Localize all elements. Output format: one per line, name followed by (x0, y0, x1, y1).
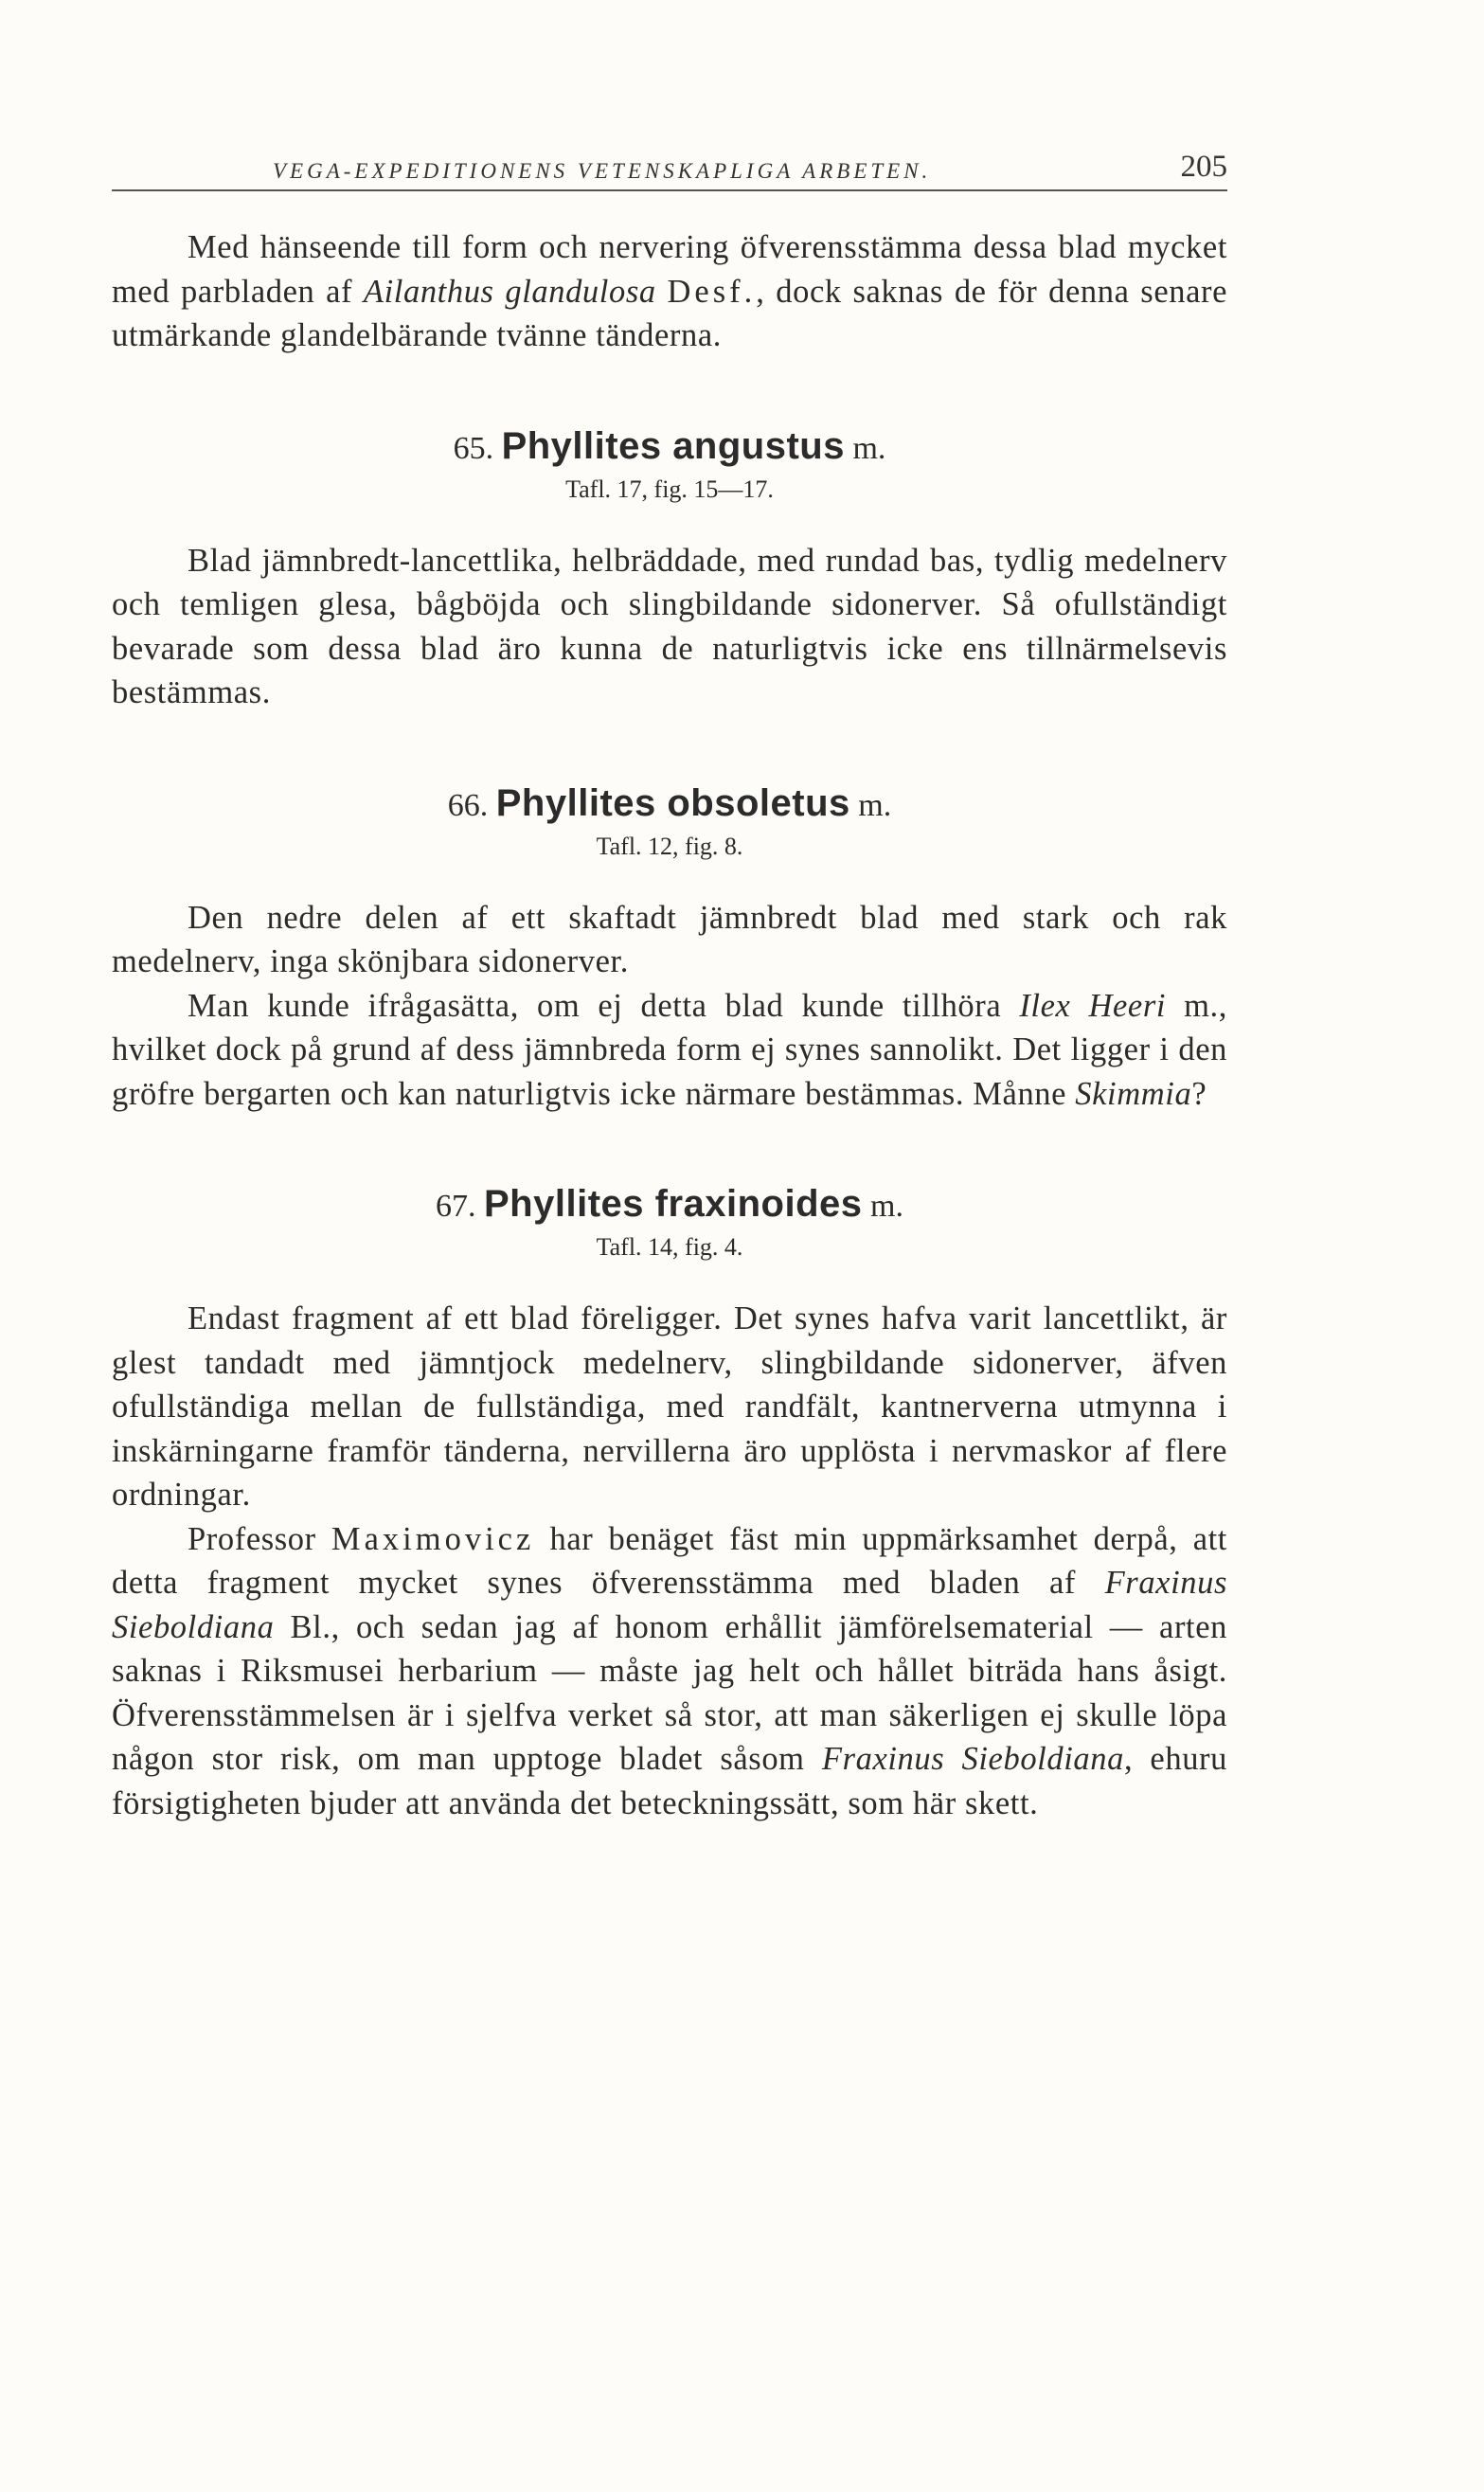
species-heading-67 (112, 1182, 1227, 1228)
species-author: m. (852, 430, 886, 466)
intro-taxon: Ailanthus glandulosa (363, 273, 656, 310)
intro-text-1: Med hänseende till form och nervering öfverensstämma dessa blad mycket med parbladen af (112, 229, 1227, 310)
intro-text-2 (656, 274, 668, 310)
plate-reference-66: Tafl. 12, fig. 8. (596, 832, 743, 860)
section-66-paragraph-2 (112, 984, 1227, 1117)
text-run: har benäget fäst min uppmärksamhet derpå, att detta fragment mycket synes öfverensstämma med bladen af (112, 1520, 1227, 1601)
text-run: ? (1191, 1075, 1207, 1112)
intro-author: Desf. (667, 273, 757, 310)
species-number: 67. (436, 1189, 476, 1224)
text-run: Bl., och sedan jag af honom erhållit jämförelsematerial — arten saknas i Riksmusei herbarium — måste jag helt och hållet biträda hans åsigt. Öfverensstämmelsen är i sjelfva verket så stor, att man säkerligen ej skulle löpa någon stor risk, om man upptoge bladet såsom (112, 1608, 1227, 1777)
intro-text-3: , dock saknas de för denna senare utmärkande glandelbärande tvänne tänderna. (112, 273, 1228, 353)
intro-paragraph (112, 225, 1227, 358)
species-author: m. (870, 1189, 903, 1224)
section-65-paragraph: Blad jämnbredt-lancettlika, helbräddade, med rundad bas, tydlig medelnerv och temligen glesa, bågböjda och slingbildande sidonerver. Så ofullständigt bevarade som dessa blad äro kunna de naturligtvis icke ens tillnärmelsevis bestämmas. (112, 542, 1227, 710)
running-title: VEGA-EXPEDITIONENS VETENSKAPLIGA ARBETEN. (273, 159, 932, 183)
species-name: Phyllites angustus (501, 424, 845, 467)
section-67-paragraph-1: Endast fragment af ett blad föreligger. Det synes hafva varit lancettlikt, är glest tandadt med jämntjock medelnerv, slingbildande sidonerver, äfven ofullständiga mellan de fullständiga, med randfält, kantnerverna utmynna i inskärningarne framför tänderna, nervillerna äro upplösta i nervmaskor af flere ordningar. (112, 1300, 1227, 1513)
running-head (112, 142, 1227, 191)
page-number: 205 (1180, 150, 1227, 184)
species-heading-65 (112, 424, 1227, 471)
person-name: Maximovicz (331, 1520, 535, 1557)
taxon-ilex-heeri: Ilex Heeri (1019, 987, 1167, 1024)
species-name: Phyllites fraxinoides (484, 1183, 863, 1225)
taxon-fraxinus-sieboldiana: Fraxinus Sieboldiana (821, 1741, 1124, 1777)
species-number: 66. (447, 787, 489, 823)
text-run: Professor (188, 1520, 331, 1557)
plate-reference-67: Tafl. 14, fig. 4. (596, 1233, 743, 1261)
section-67-paragraph-2 (112, 1517, 1227, 1826)
section-66-paragraph-1: Den nedre delen af ett skaftadt jämnbredt blad med stark och rak medelnerv, inga skönjbara sidonerver. (112, 899, 1227, 979)
text-run: m., hvilket dock på grund af dess jämnbreda form ej synes sannolikt. Det ligger i den gröfre bergarten och kan naturligtvis icke närmare bestämmas. Månne (112, 987, 1227, 1112)
species-number: 65. (453, 430, 494, 466)
page (112, 142, 1227, 1825)
text-run: , ehuru försigtigheten bjuder att använda det beteckningssätt, som här skett. (112, 1741, 1227, 1821)
species-name: Phyllites obsoletus (495, 781, 850, 824)
text-run: Man kunde ifrågasätta, om ej detta blad kunde tillhöra (188, 987, 1020, 1024)
species-heading-66 (112, 781, 1227, 828)
species-author: m. (858, 787, 892, 823)
taxon-fraxinus-sieboldiana: Fraxinus Sieboldiana (112, 1565, 1227, 1645)
taxon-skimmia: Skimmia (1075, 1075, 1192, 1112)
plate-reference-65: Tafl. 17, fig. 15—17. (565, 475, 774, 503)
